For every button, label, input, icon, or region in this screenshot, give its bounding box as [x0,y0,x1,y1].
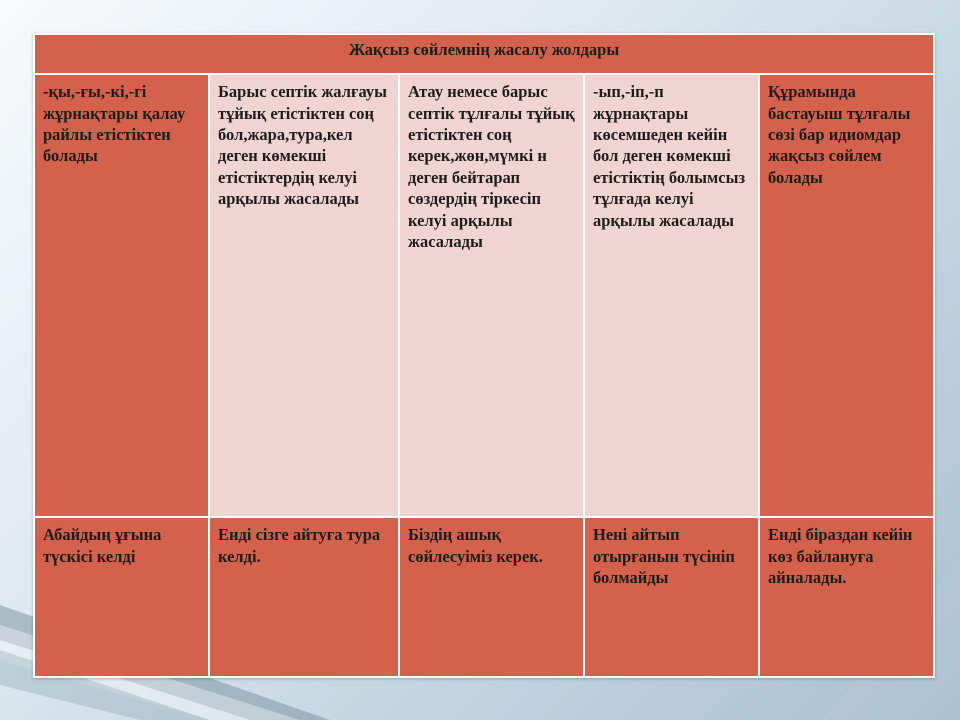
rule-cell: Атау немесе барыс септік тұлғалы тұйық етістіктен соң керек,жөн,мүмкі н деген бейтарап сөздердің тіркесіп келуі арқылы жасалады [399,74,584,517]
table-header-row [34,34,934,74]
example-cell: Абайдың ұғына түскісі келді [34,517,209,677]
example-cell: Енді біраздан кейін көз байлануға айналады. [759,517,934,677]
rule-cell: -ып,-іп,-п жұрнақтары көсемшеден кейін бол деген көмекші етістіктің болымсыз тұлғада келуі арқылы жасалады [584,74,759,517]
rule-cell: Құрамында бастауыш тұлғалы сөзі бар идиомдар жақсыз сөйлем болады [759,74,934,517]
table-title: Жақсыз сөйлемнің жасалу жолдары [34,34,934,74]
rule-cell: -қы,-ғы,-кі,-гі жұрнақтары қалау райлы етістіктен болады [34,74,209,517]
example-cell: Енді сізге айтуға тура келді. [209,517,399,677]
rule-cell: Барыс септік жалғауы тұйық етістіктен соң бол,жара,тура,кел деген көмекші етістіктердің келуі арқылы жасалады [209,74,399,517]
table-row [34,517,934,677]
example-cell: Нені айтып отырғанын түсініп болмайды [584,517,759,677]
sentence-formation-table [33,33,935,678]
table-row [34,74,934,517]
example-cell: Біздің ашық сөйлесуіміз керек. [399,517,584,677]
